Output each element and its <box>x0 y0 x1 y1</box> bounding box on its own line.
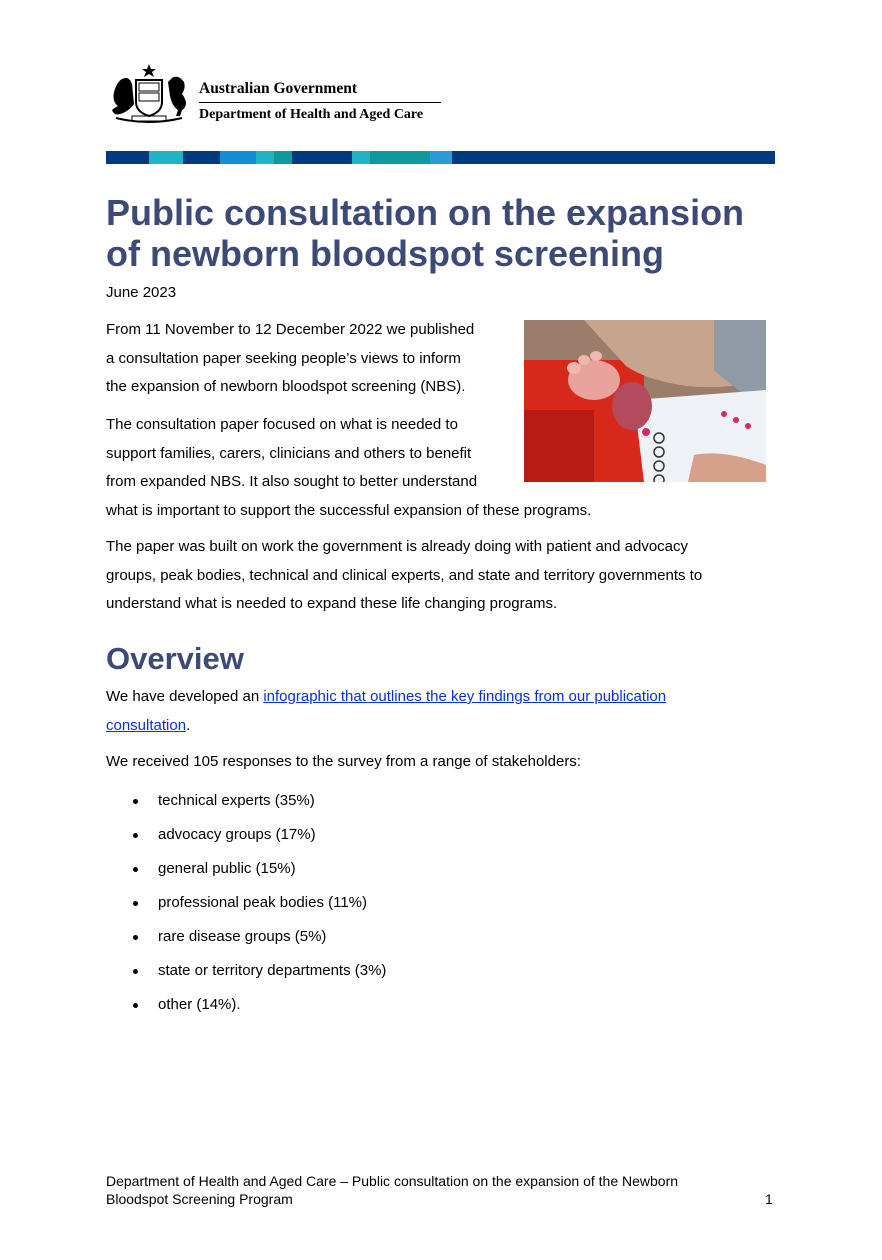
list-item: technical experts (35%) <box>106 787 386 821</box>
stakeholder-list <box>106 787 386 1025</box>
list-item: advocacy groups (17%) <box>106 821 386 855</box>
government-logo <box>106 62 446 128</box>
page-footer: Department of Health and Aged Care – Public consultation on the expansion of the Newborn Bloodspot Screening Program <box>106 1173 679 1207</box>
coat-of-arms-icon <box>106 62 192 126</box>
intro-paragraph-3: The paper was built on work the government is already doing with patient and advocacy groups, peak bodies, technical and clinical experts, and state and territory governments to understand what is needed to expand these life changing programs. <box>106 538 703 612</box>
logo-divider <box>199 102 441 103</box>
overview-heading: Overview <box>106 641 244 676</box>
list-item: rare disease groups (5%) <box>106 923 386 957</box>
list-item: state or territory departments (3%) <box>106 957 386 991</box>
infographic-paragraph: We have developed an infographic that outlines the key findings from our publication consultation. <box>106 688 667 734</box>
infographic-link[interactable]: infographic that outlines the key findings from our publication <box>263 688 667 705</box>
department-name: Department of Health and Aged Care <box>199 107 424 122</box>
colour-band <box>106 151 775 164</box>
page-title: Public consultation on the expansion of newborn bloodspot screening <box>106 192 745 274</box>
intro-paragraph-1: From 11 November to 12 December 2022 we published a consultation paper seeking people’s views to inform the expansion of newborn bloodspot screening (NBS). <box>106 321 475 395</box>
list-item: other (14%). <box>106 991 386 1025</box>
government-name: Australian Government <box>199 80 358 97</box>
responses-paragraph: We received 105 responses to the survey from a range of stakeholders: <box>106 753 581 770</box>
intro-paragraph-2: The consultation paper focused on what is needed to support families, carers, clinicians and others to benefit from expanded NBS. It also sought to better understand what is important to support the successful expansion of these programs. <box>106 416 592 519</box>
page-number: 1 <box>765 1191 773 1207</box>
publication-date: June 2023 <box>106 284 177 301</box>
list-item: professional peak bodies (11%) <box>106 889 386 923</box>
list-item: general public (15%) <box>106 855 386 889</box>
infographic-link-continued[interactable]: consultation <box>106 716 187 734</box>
